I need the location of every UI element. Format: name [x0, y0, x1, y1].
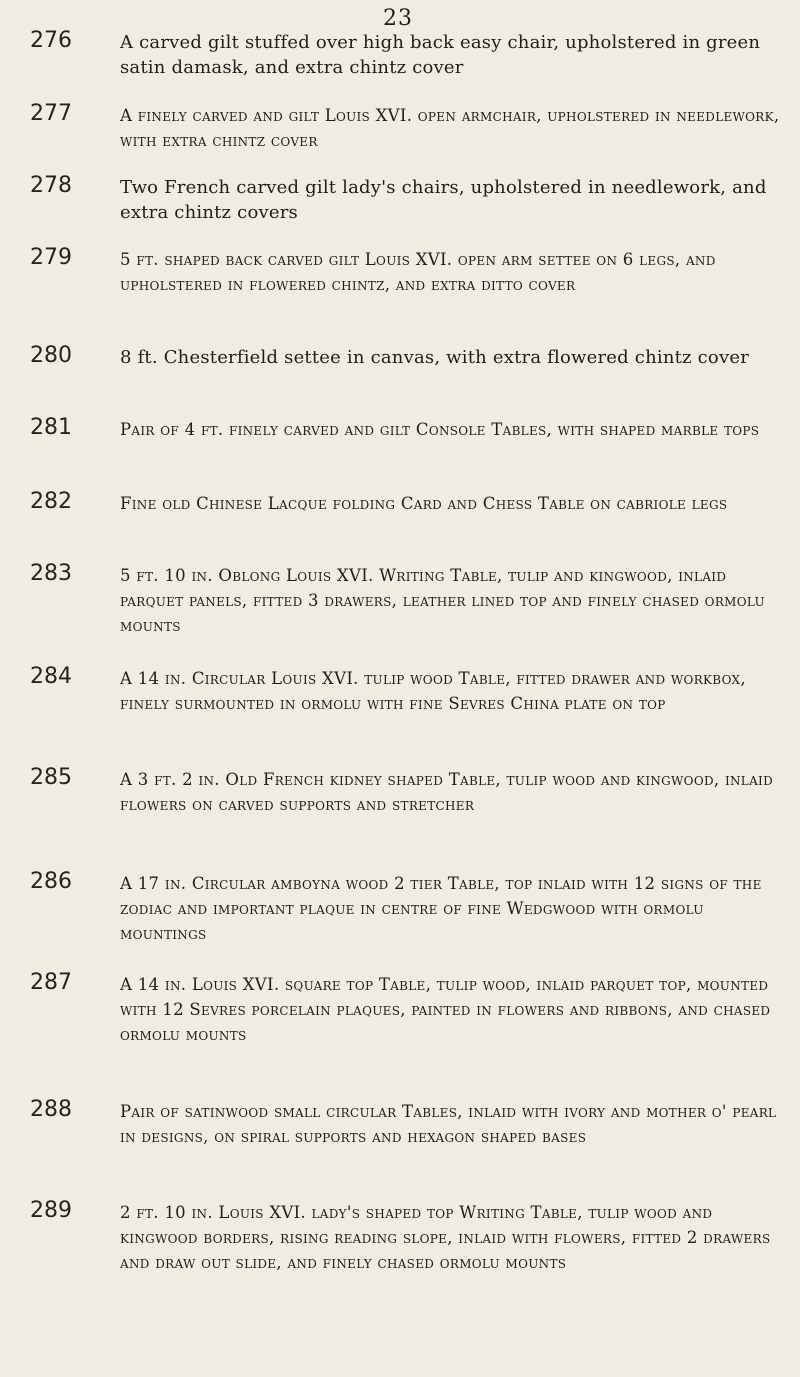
lot-description: A 14 in. Circular Louis XVI. tulip wood Table, fitted drawer and workbox, finely surmounted in ormolu with fine Sevres China plate on top: [120, 669, 746, 713]
lot-number: 283: [30, 561, 72, 586]
lot-description: A finely carved and gilt Louis XVI. open armchair, upholstered in needlework, with extra chintz cover: [120, 106, 780, 150]
lot-description: 5 ft. 10 in. Oblong Louis XVI. Writing Table, tulip and kingwood, inlaid parquet panels, fitted 3 drawers, leather lined top and finely chased ormolu mounts: [120, 566, 765, 635]
lot-number: 287: [30, 970, 72, 995]
lot-number: 276: [30, 28, 72, 53]
lot-number: 289: [30, 1198, 72, 1223]
lot-number: 284: [30, 664, 72, 689]
lot-number: 286: [30, 869, 72, 894]
lot-description: 8 ft. Chesterfield settee in canvas, with extra flowered chintz cover: [120, 347, 749, 368]
lot-number: 277: [30, 101, 72, 126]
lot-description: A 14 in. Louis XVI. square top Table, tulip wood, inlaid parquet top, mounted with 12 Sevres porcelain plaques, painted in flowers and ribbons, and chased ormolu mounts: [120, 975, 771, 1044]
lot-number: 280: [30, 343, 72, 368]
lot-number: 282: [30, 489, 72, 514]
lot-number: 288: [30, 1097, 72, 1122]
lot-number: 278: [30, 173, 72, 198]
lot-number: 279: [30, 245, 72, 270]
lot-description: A carved gilt stuffed over high back easy chair, upholstered in green satin damask, and extra chintz cover: [120, 32, 761, 78]
lot-number: 281: [30, 415, 72, 440]
lot-description: 2 ft. 10 in. Louis XVI. lady's shaped top Writing Table, tulip wood and kingwood borders, rising reading slope, inlaid with flowers, fitted 2 drawers and draw out slide, and finely chased ormolu mounts: [120, 1203, 771, 1272]
lot-description: A 3 ft. 2 in. Old French kidney shaped Table, tulip wood and kingwood, inlaid flowers on carved supports and stretcher: [120, 770, 774, 814]
lot-description: Two French carved gilt lady's chairs, upholstered in needlework, and extra chintz covers: [120, 177, 767, 223]
lot-description: Pair of 4 ft. finely carved and gilt Console Tables, with shaped marble tops: [120, 420, 760, 439]
lot-description: 5 ft. shaped back carved gilt Louis XVI. open arm settee on 6 legs, and upholstered in flowered chintz, and extra ditto cover: [120, 250, 716, 294]
lot-description: Fine old Chinese Lacque folding Card and Chess Table on cabriole legs: [120, 494, 728, 513]
page-number: 23: [383, 6, 413, 31]
lot-number: 285: [30, 765, 72, 790]
lot-description: A 17 in. Circular amboyna wood 2 tier Table, top inlaid with 12 signs of the zodiac and important plaque in centre of fine Wedgwood with ormolu mountings: [120, 874, 762, 943]
lot-description: Pair of satinwood small circular Tables, inlaid with ivory and mother o' pearl in designs, on spiral supports and hexagon shaped bases: [120, 1102, 777, 1146]
